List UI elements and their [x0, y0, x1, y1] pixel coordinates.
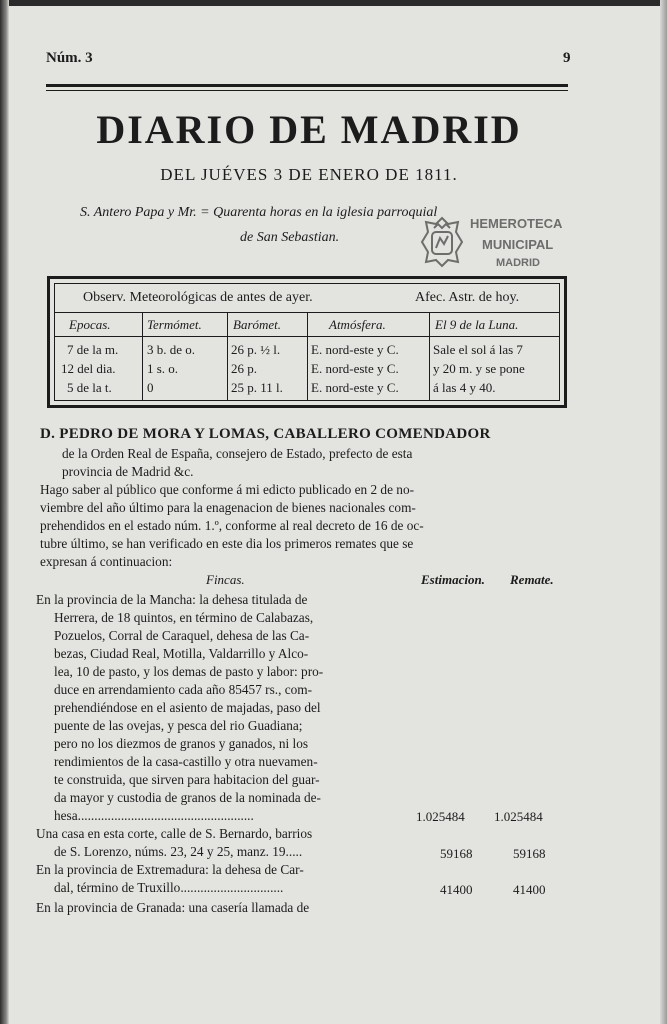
- estimacion-value: 41400: [440, 882, 473, 897]
- meteo-cell: 26 p.: [231, 361, 257, 376]
- scan-edge-right: [660, 0, 667, 1024]
- meteo-cell: 26 p. ½ l.: [231, 342, 281, 357]
- meteo-cell: E. nord-este y C.: [311, 361, 399, 376]
- entry-line: rendimientos de la casa-castillo y otra nuevamen-: [54, 754, 318, 769]
- notice-line: expresan á continuacion:: [40, 554, 173, 569]
- stamp-line-1: HEMEROTECA: [470, 216, 563, 231]
- notice-line: de la Orden Real de España, consejero de Estado, prefecto de esta: [62, 446, 413, 461]
- meteo-cell: E. nord-este y C.: [311, 342, 399, 357]
- meteo-cell: 12 del dia.: [61, 361, 116, 376]
- entry-line: te construida, que sirven para habitacion del guar-: [54, 772, 320, 787]
- meteo-cell: 7 de la m.: [67, 342, 119, 357]
- entry-line: da mayor y custodia de granos de la nominada de-: [54, 790, 321, 805]
- entry-line: En la provincia de Extremadura: la dehesa de Car-: [36, 862, 304, 877]
- notice-title: D. PEDRO DE MORA Y LOMAS, CABALLERO COMENDADOR: [40, 426, 491, 442]
- entry-line: de S. Lorenzo, núms. 23, 24 y 25, manz. 19.....: [54, 844, 303, 859]
- meteo-col-divider: [142, 312, 143, 400]
- stamp-line-2: MUNICIPAL: [482, 237, 554, 252]
- scan-edge-top: [0, 0, 667, 6]
- entry-line: En la provincia de Granada: una casería llamada de: [36, 900, 310, 915]
- meteo-col-header: Termómet.: [147, 317, 202, 332]
- meteo-title-left: Observ. Meteorológicas de antes de ayer.: [83, 290, 313, 305]
- page-number: 9: [563, 50, 571, 66]
- madrid-coat-of-arms-icon: [414, 214, 470, 270]
- estimacion-value: 1.025484: [416, 809, 465, 824]
- entry-line: pero no los diezmos de granos y ganados, ni los: [54, 736, 309, 751]
- entry-line: hesa.....................................................: [54, 808, 254, 823]
- meteo-col-divider: [227, 312, 228, 400]
- header-rule-thin: [46, 90, 568, 91]
- saint-of-day: S. Antero Papa y Mr. = Quarenta horas en la iglesia parroquial: [80, 205, 438, 220]
- entry-line: En la provincia de la Mancha: la dehesa titulada de: [36, 592, 308, 607]
- entry-line: duce en arrendamiento cada año 85457 rs., com-: [54, 682, 313, 697]
- entry-line: puente de las ovejas, y pesca del rio Guadiana;: [54, 718, 303, 733]
- issue-number: Núm. 3: [46, 50, 93, 66]
- meteo-cell: y 20 m. y se pone: [433, 361, 525, 376]
- saint-of-day-cont: de San Sebastian.: [240, 230, 340, 245]
- scan-edge-left: [0, 0, 9, 1024]
- remate-value: 41400: [513, 882, 546, 897]
- meteo-col-divider: [429, 312, 430, 400]
- column-header-fincas: Fincas.: [206, 572, 245, 587]
- column-header-remate: Remate.: [510, 572, 554, 587]
- meteo-cell: 5 de la t.: [67, 380, 112, 395]
- notice-line: provincia de Madrid &c.: [62, 464, 194, 479]
- meteo-col-header: El 9 de la Luna.: [435, 317, 519, 332]
- meteo-cell: 1 s. o.: [147, 361, 179, 376]
- entry-line: Una casa en esta corte, calle de S. Bernardo, barrios: [36, 826, 313, 841]
- library-stamp: [414, 206, 584, 272]
- meteo-col-header: Epocas.: [69, 317, 111, 332]
- column-header-estimacion: Estimacion.: [421, 572, 485, 587]
- meteo-cell: 25 p. 11 l.: [231, 380, 283, 395]
- estimacion-value: 59168: [440, 846, 473, 861]
- meteo-col-header: Barómet.: [233, 317, 282, 332]
- meteo-col-header: Atmósfera.: [329, 317, 386, 332]
- meteo-cell: 3 b. de o.: [147, 342, 196, 357]
- meteo-cell: 0: [147, 380, 154, 395]
- remate-value: 59168: [513, 846, 546, 861]
- notice-line: Hago saber al público que conforme á mi edicto publicado en 2 de no-: [40, 482, 415, 497]
- entry-line: prehendiéndose en el asiento de majadas, paso del: [54, 700, 321, 715]
- entry-line: Pozuelos, Corral de Caraquel, dehesa de las Ca-: [54, 628, 310, 643]
- meteo-col-divider: [307, 312, 308, 400]
- entry-line: bezas, Ciudad Real, Motilla, Valdarrillo y Alco-: [54, 646, 309, 661]
- notice-line: prehendidos en el estado núm. 1.º, conforme al real decreto de 16 de oc-: [40, 518, 424, 533]
- meteo-cell: E. nord-este y C.: [311, 380, 399, 395]
- meteorological-table: [47, 276, 567, 408]
- entry-line: dal, término de Truxillo...............................: [54, 880, 284, 895]
- meteo-cell: á las 4 y 40.: [433, 380, 496, 395]
- remate-value: 1.025484: [494, 809, 543, 824]
- dateline: DEL JUÉVES 3 DE ENERO DE 1811.: [160, 165, 458, 184]
- entry-line: Herrera, de 18 quintos, en término de Calabazas,: [54, 610, 314, 625]
- header-rule: [46, 84, 568, 87]
- meteo-title-right: Afec. Astr. de hoy.: [415, 290, 520, 305]
- entry-line: lea, 10 de pasto, y los demas de pasto y labor: pro-: [54, 664, 324, 679]
- stamp-line-3: MADRID: [496, 257, 540, 269]
- notice-line: tubre último, se han verificado en este dia los primeros remates que se: [40, 536, 414, 551]
- notice-line: viembre del año último para la enagenacion de bienes nacionales com-: [40, 500, 416, 515]
- meteo-cell: Sale el sol á las 7: [433, 342, 523, 357]
- masthead: DIARIO DE MADRID: [96, 107, 522, 152]
- meteorological-table-inner: [54, 283, 560, 401]
